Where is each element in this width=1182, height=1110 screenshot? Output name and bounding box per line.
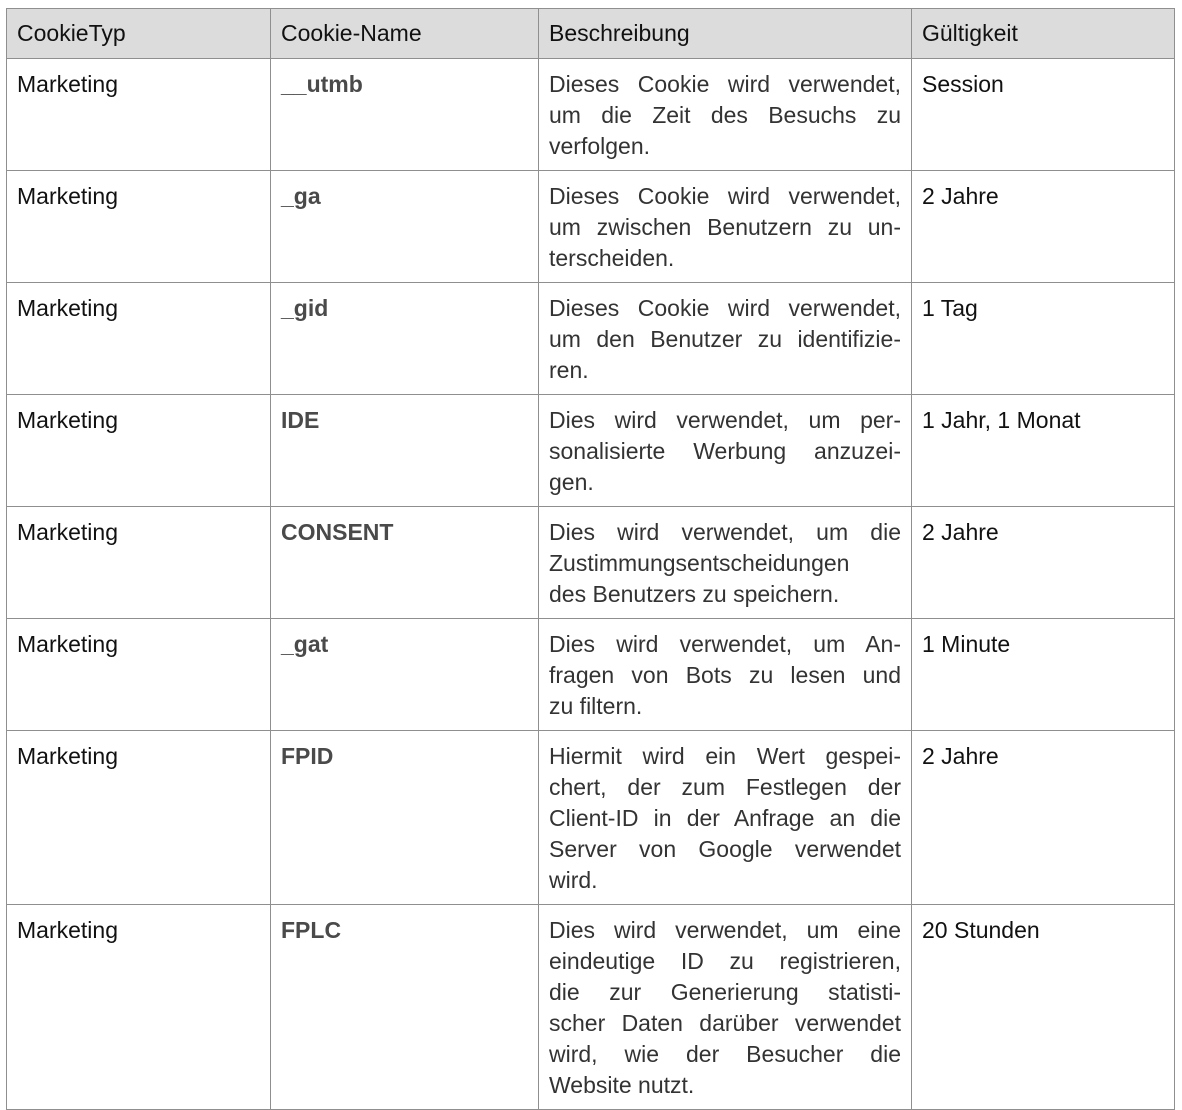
cookie-name-cell: FPID — [271, 731, 539, 905]
description-line: Website nutzt. — [549, 1072, 695, 1098]
cookie-validity-cell: 1 Minute — [912, 619, 1175, 731]
cookie-name-cell: FPLC — [271, 905, 539, 1110]
header-validity: Gültigkeit — [912, 9, 1175, 59]
cookie-name-cell: IDE — [271, 395, 539, 507]
table-body — [7, 59, 1175, 1110]
description-line: sonalisierte Werbung anzuzei- — [549, 438, 901, 464]
cookie-description-cell — [539, 395, 912, 507]
description-line: ren. — [549, 357, 589, 383]
table-row — [7, 507, 1175, 619]
cookie-description-cell — [539, 905, 912, 1110]
description-line: die zur Generierung statisti- — [549, 979, 901, 1005]
table-row — [7, 59, 1175, 171]
table-row — [7, 731, 1175, 905]
cookie-type-cell: Marketing — [7, 59, 271, 171]
description-line: Dieses Cookie wird verwendet, — [549, 295, 901, 321]
cookie-type-cell: Marketing — [7, 171, 271, 283]
cookie-type-cell: Marketing — [7, 283, 271, 395]
description-line: gen. — [549, 469, 594, 495]
description-line: Server von Google verwendet — [549, 836, 901, 862]
table-row — [7, 905, 1175, 1110]
description-line: Dies wird verwendet, um die — [549, 519, 901, 545]
header-row — [7, 9, 1175, 59]
description-line: Hiermit wird ein Wert gespei- — [549, 743, 901, 769]
description-line: Dieses Cookie wird verwendet, — [549, 183, 901, 209]
description-line: scher Daten darüber verwendet — [549, 1010, 901, 1036]
cookie-validity-cell: 2 Jahre — [912, 171, 1175, 283]
table-row — [7, 283, 1175, 395]
description-line: Dies wird verwendet, um An- — [549, 631, 901, 657]
cookie-description-cell — [539, 731, 912, 905]
cookie-validity-cell: 2 Jahre — [912, 507, 1175, 619]
description-line: wird, wie der Besucher die — [549, 1041, 901, 1067]
description-line: des Benutzers zu speichern. — [549, 581, 840, 607]
description-line: eindeutige ID zu registrieren, — [549, 948, 901, 974]
description-line: Zustimmungsentscheidungen — [549, 550, 850, 576]
description-line: fragen von Bots zu lesen und — [549, 662, 901, 688]
description-line: Dieses Cookie wird verwendet, — [549, 71, 901, 97]
header-description: Beschreibung — [539, 9, 912, 59]
cookie-name-cell: _gat — [271, 619, 539, 731]
cookie-validity-cell: 1 Jahr, 1 Monat — [912, 395, 1175, 507]
description-line: zu filtern. — [549, 693, 643, 719]
description-line: um zwischen Benutzern zu un- — [549, 214, 901, 240]
header-cookie-type: CookieTyp — [7, 9, 271, 59]
cookie-name-cell: _gid — [271, 283, 539, 395]
table-row — [7, 171, 1175, 283]
description-line: Dies wird verwendet, um eine — [549, 917, 901, 943]
cookie-description-cell — [539, 283, 912, 395]
cookie-table — [6, 8, 1175, 1110]
cookie-description-cell — [539, 171, 912, 283]
cookie-description-cell — [539, 507, 912, 619]
description-line: wird. — [549, 867, 598, 893]
description-line: um die Zeit des Besuchs zu — [549, 102, 901, 128]
cookie-description-cell — [539, 59, 912, 171]
cookie-type-cell: Marketing — [7, 395, 271, 507]
description-line: verfolgen. — [549, 133, 651, 159]
cookie-validity-cell: 2 Jahre — [912, 731, 1175, 905]
table-row — [7, 619, 1175, 731]
cookie-name-cell: CONSENT — [271, 507, 539, 619]
cookie-type-cell: Marketing — [7, 905, 271, 1110]
description-line: terscheiden. — [549, 245, 675, 271]
description-line: Dies wird verwendet, um per- — [549, 407, 901, 433]
description-line: Client-ID in der Anfrage an die — [549, 805, 901, 831]
cookie-name-cell: __utmb — [271, 59, 539, 171]
cookie-description-cell — [539, 619, 912, 731]
table-header — [7, 9, 1175, 59]
cookie-validity-cell: Session — [912, 59, 1175, 171]
cookie-name-cell: _ga — [271, 171, 539, 283]
description-line: um den Benutzer zu identifizie- — [549, 326, 901, 352]
description-line: chert, der zum Festlegen der — [549, 774, 901, 800]
cookie-type-cell: Marketing — [7, 731, 271, 905]
header-cookie-name: Cookie-Name — [271, 9, 539, 59]
cookie-type-cell: Marketing — [7, 619, 271, 731]
cookie-type-cell: Marketing — [7, 507, 271, 619]
cookie-validity-cell: 20 Stunden — [912, 905, 1175, 1110]
cookie-validity-cell: 1 Tag — [912, 283, 1175, 395]
table-row — [7, 395, 1175, 507]
